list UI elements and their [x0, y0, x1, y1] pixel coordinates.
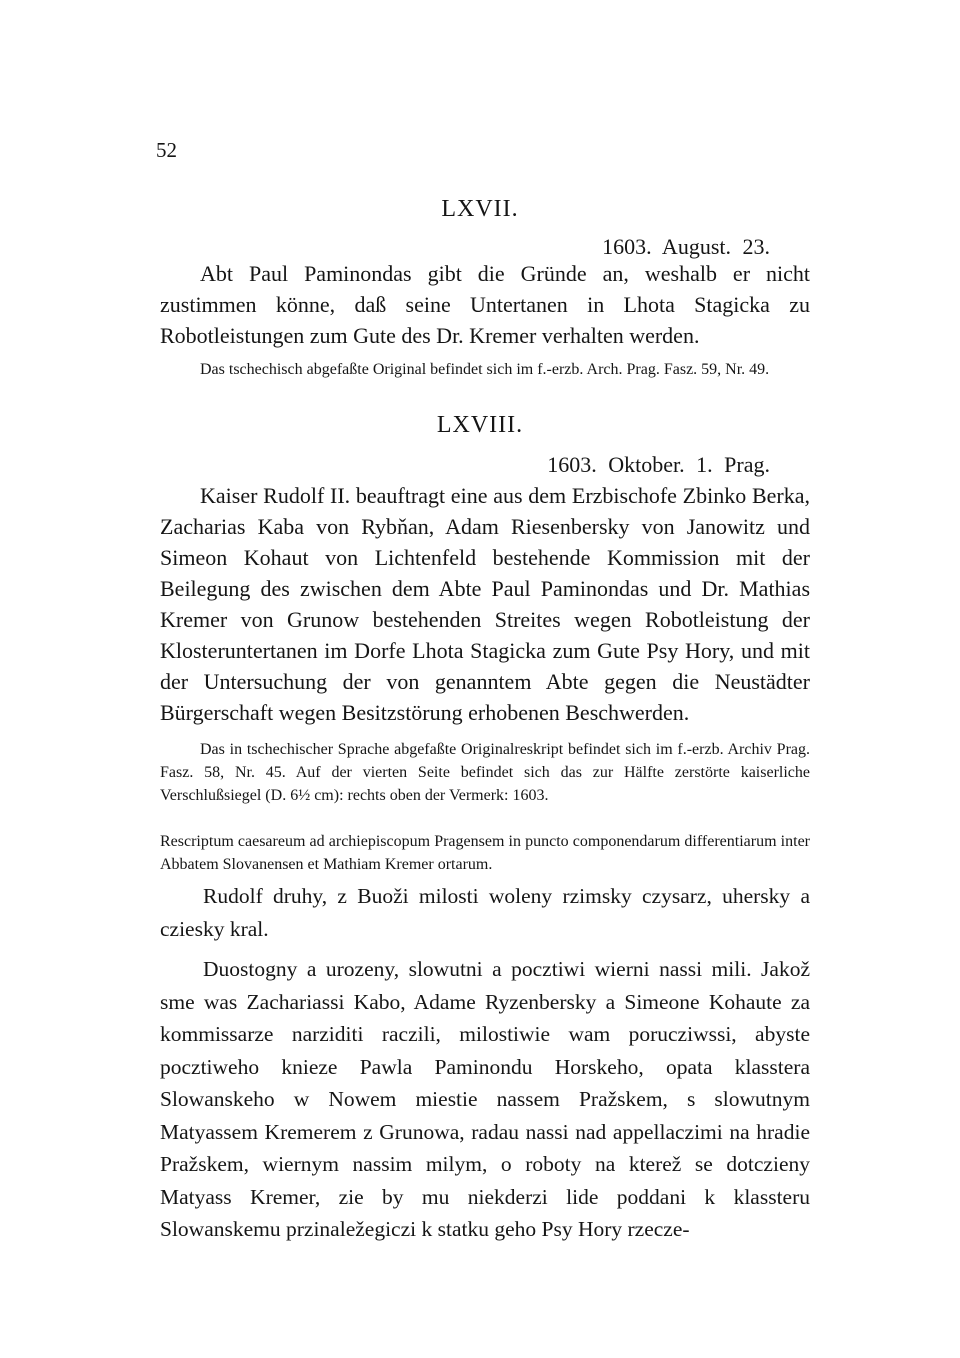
archive-note-67: Das tschechisch abgefaßte Original befindet sich im f.-erzb. Arch. Prag. Fasz. 59, Nr. 49. [200, 361, 770, 378]
section-heading-67: LXVII. [441, 196, 519, 222]
summary-67: Abt Paul Paminondas gibt die Gründe an, weshalb er nicht zustimmen könne, daß seine Untertanen in Lhota Stagicka zu Robotleistungen zum Gute des Dr. Kremer verhalten werden. [160, 261, 810, 348]
text-paragraph: Duostogny a urozeny, slowutni a pocztiwi wierni nassi mili. Jakož sme was Zachariassi Kabo, Adame Ryzenbersky a Simeone Kohaute za kommissarze narziditi raczili, milostiwie wam porucziwssi, abyste pocztiweho knieze Pawla Paminondu Horskeho, opata klasstera Slowanskeho w Nowem miestie nassem Pražskem, s slowutnym Matyassem Kremerem z Grunowa, radau nassi nad appellaczimi na hradie Pražskem, wiernym nassim milym, o roboty na kterež se dotczieny Matyass Kremer, zie by mu niekderzi lide poddani k klassteru Slowanskemu przinaležegiczi k statku geho Psy Hory rzecze- [160, 957, 810, 1241]
section-date-67: 1603. August. 23. [602, 234, 770, 259]
summary-68: Kaiser Rudolf II. beauftragt eine aus dem Erzbischofe Zbinko Berka, Zacharias Kaba von Rybňan, Adam Riesenbersky von Janowitz und Simeon Kohaut von Lichtenfeld bestehende Kommission mit der Beilegung des zwischen dem Abte Paul Paminondas und Dr. Mathias Kremer von Grunow bestehenden Streites wegen Robotleistung der Klosteruntertanen im Dorfe Lhota Stagicka zum Gute Psy Hory, und mit der Untersuchung der von genanntem Abte gegen die Neustädter Bürgerschaft wegen Besitzstörung erhobenen Beschwerden. [160, 483, 810, 725]
section-heading-68: LXVIII. [436, 412, 524, 438]
document-text-68 [160, 880, 810, 1246]
page-number: 52 [156, 138, 177, 162]
archive-note-68: Das in tschechischer Sprache abgefaßte Originalreskript befindet sich im f.-erzb. Archiv Prag. Fasz. 58, Nr. 45. Auf der vierten Seite befindet sich das zur Hälfte zerstörte kaiserliche Verschlußsiegel (D. 6½ cm): rechts oben der Vermerk: 1603. [160, 741, 810, 804]
latin-rubric-68: Rescriptum caesareum ad archiepiscopum Pragensem in puncto componendarum differentiarum inter Abbatem Slovanensen et Mathiam Kremer ortarum. [160, 833, 810, 873]
text-paragraph: Rudolf druhy, z Buoži milosti woleny rzimsky czysarz, uhersky a cziesky kral. [160, 884, 810, 941]
section-date-68: 1603. Oktober. 1. Prag. [547, 452, 770, 477]
